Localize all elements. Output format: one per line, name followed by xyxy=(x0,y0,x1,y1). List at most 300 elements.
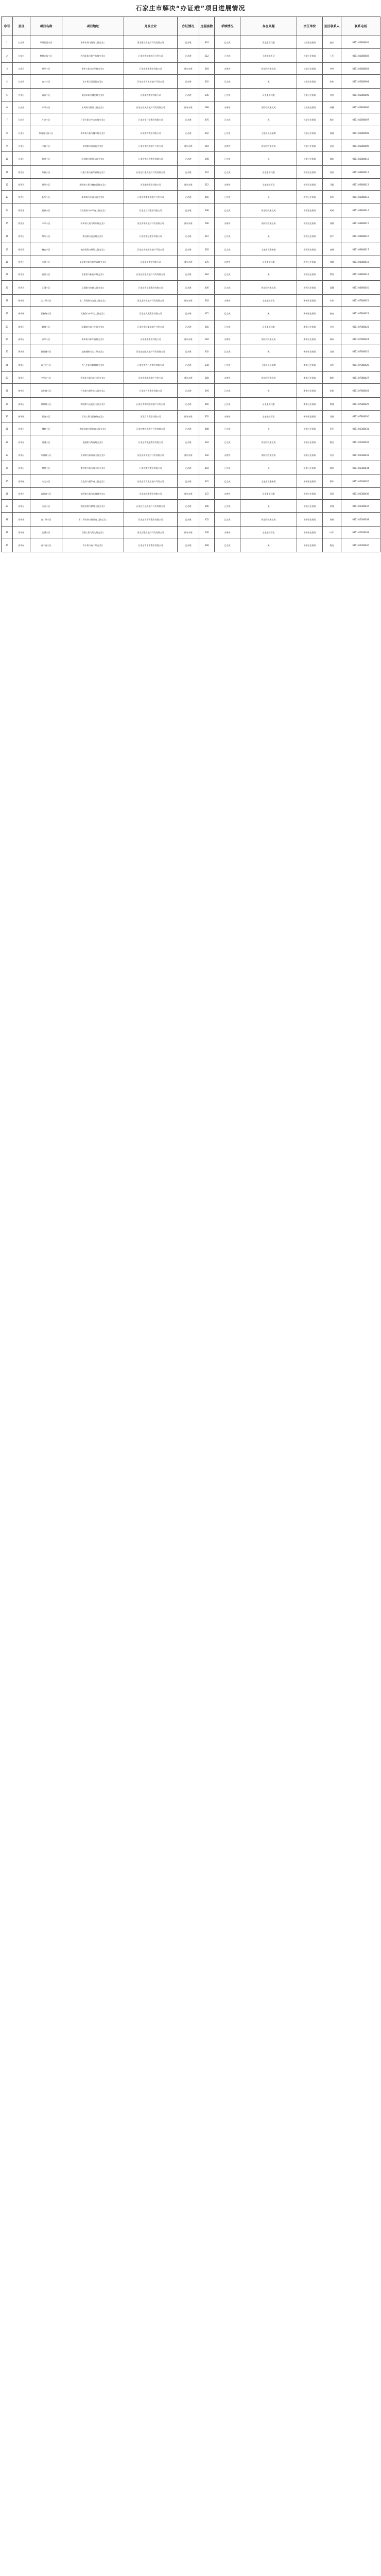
table-cell: 石家庄翟营置业有限公司 xyxy=(124,461,178,475)
table-cell: 0311-87808024 xyxy=(341,333,380,345)
table-cell: 裕华区 xyxy=(13,435,30,449)
table-cell: 0311-85808006 xyxy=(341,101,380,113)
table-cell: 石家庄民族置业有限公司 xyxy=(124,307,178,320)
table-cell: 石家庄石获置业有限公司 xyxy=(124,204,178,217)
table-cell: 办理中 xyxy=(215,63,240,75)
table-cell: 无 xyxy=(240,268,297,281)
table-cell: 新华区 xyxy=(13,384,30,398)
table-row xyxy=(2,500,380,513)
table-cell: 裕华区 xyxy=(13,538,30,552)
table-cell: 桥西区 xyxy=(13,281,30,295)
table-cell: 11 xyxy=(2,166,13,179)
table-cell: 泰华街与和平西路交叉口 xyxy=(62,333,124,345)
table-cell: 394 xyxy=(199,384,215,398)
table-cell: 石家庄赵陵房地产开发有限公司 xyxy=(124,345,178,358)
table-cell: 已完成 xyxy=(215,422,240,435)
table-cell: 红旗小区 xyxy=(30,166,62,179)
table-cell: 已办理 xyxy=(178,461,199,475)
table-cell: 长安区 xyxy=(13,140,30,152)
table-cell: 孙涛 xyxy=(323,166,341,179)
table-cell: 裕华区 xyxy=(13,461,30,475)
table-cell: 19 xyxy=(2,268,13,281)
table-cell: 育才街与南二环交叉口 xyxy=(62,538,124,552)
table-cell: 方北小区 xyxy=(30,475,62,488)
table-cell: 南二环东路与建设南大街交叉口 xyxy=(62,513,124,527)
table-cell: 新华区 xyxy=(13,411,30,422)
table-cell: 0311-86808016 xyxy=(341,229,380,243)
table-cell: 已完成 xyxy=(215,435,240,449)
table-cell: 36 xyxy=(2,488,13,500)
table-cell: 部分办理 xyxy=(178,101,199,113)
table-cell: 无 xyxy=(240,229,297,243)
table-cell: 部分办理 xyxy=(178,411,199,422)
table-cell: 0311-85808008 xyxy=(341,126,380,140)
table-cell: 冯刚 xyxy=(323,345,341,358)
table-cell: 桥西区住建局 xyxy=(297,268,323,281)
table-cell: 已完成 xyxy=(215,538,240,552)
table-cell: 308 xyxy=(199,527,215,538)
table-cell: 544 xyxy=(199,166,215,179)
table-cell: 384 xyxy=(199,268,215,281)
table-cell: 418 xyxy=(199,461,215,475)
table-cell: 广安大街与中山东路交叉口 xyxy=(62,113,124,126)
table-cell: 董亮 xyxy=(323,435,341,449)
table-cell: 裕华区 xyxy=(13,500,30,513)
table-cell: 部分办理 xyxy=(178,217,199,229)
table-cell: 已办理 xyxy=(178,89,199,101)
table-cell: 河北友谊置业有限公司 xyxy=(124,256,178,268)
table-cell: 红旗大街与裕华西路交叉口 xyxy=(62,166,124,179)
project-table xyxy=(1,16,380,552)
table-cell: 已办理 xyxy=(178,49,199,63)
table-cell: 9 xyxy=(2,140,13,152)
table-cell: 建通街与塔南路交叉口 xyxy=(62,435,124,449)
table-cell: 河北东岗房地产开发有限公司 xyxy=(124,449,178,461)
table-cell: 已办理 xyxy=(178,204,199,217)
table-cell: 0311-85808001 xyxy=(341,36,380,49)
table-cell: 已办理 xyxy=(178,75,199,89)
table-cell: 0311-85308038 xyxy=(341,513,380,527)
table-cell: 0311-86808013 xyxy=(341,191,380,204)
table-cell: 富强大街与塔北路交叉口 xyxy=(62,527,124,538)
table-cell: 李明 xyxy=(323,63,341,75)
table-cell: 办理中 xyxy=(215,449,240,461)
table-cell: 0311-85808004 xyxy=(341,75,380,89)
table-cell: 476 xyxy=(199,113,215,126)
table-cell: 无 xyxy=(240,75,297,89)
header-cell: 县区联系人 xyxy=(323,17,341,36)
table-cell: 已完成 xyxy=(215,307,240,320)
table-cell: 15 xyxy=(2,217,13,229)
table-cell: 陈静 xyxy=(323,101,341,113)
table-cell: 新华路与友谊大街交叉口 xyxy=(62,191,124,204)
table-cell: 长安区住建局 xyxy=(297,152,323,166)
table-cell: 0311-85308036 xyxy=(341,488,380,500)
table-cell: 已完成 xyxy=(215,191,240,204)
table-cell: 办理中 xyxy=(215,372,240,384)
table-cell: 桥西区住建局 xyxy=(297,166,323,179)
table-cell: 无 xyxy=(240,345,297,358)
table-cell: 历史遗留问题 xyxy=(240,320,297,333)
table-cell: 裕华区住建局 xyxy=(297,461,323,475)
table-cell: 20 xyxy=(2,281,13,295)
table-cell: 育才小区 xyxy=(30,75,62,89)
table-cell: 3 xyxy=(2,63,13,75)
table-cell: 0311-87808028 xyxy=(341,384,380,398)
table-cell: 14 xyxy=(2,204,13,217)
table-cell: 河北中华北房地产开发公司 xyxy=(124,372,178,384)
table-cell: 办理中 xyxy=(215,179,240,191)
table-cell: 0311-85808010 xyxy=(341,152,380,166)
table-row xyxy=(2,217,380,229)
table-cell: 已完成 xyxy=(215,126,240,140)
table-cell: 裕华区住建局 xyxy=(297,435,323,449)
table-cell: 郭敏 xyxy=(323,217,341,229)
table-cell: 已完成 xyxy=(215,345,240,358)
table-cell: 296 xyxy=(199,217,215,229)
table-cell: 石家庄市南环置业有限公司 xyxy=(124,513,178,527)
table-cell: 0311-87808021 xyxy=(341,295,380,307)
table-cell: 长安区住建局 xyxy=(297,63,323,75)
table-cell: 38 xyxy=(2,513,13,527)
table-cell: 河北石岗置业有限公司 xyxy=(124,411,178,422)
table-cell: 已办理 xyxy=(178,268,199,281)
table-cell: 万达小区 xyxy=(30,500,62,513)
table-cell: 268 xyxy=(199,372,215,384)
table-cell: 部分办理 xyxy=(178,256,199,268)
header-cell: 县区 xyxy=(13,17,30,36)
table-cell: 桥西区住建局 xyxy=(297,281,323,295)
table-cell: 南二环小区 xyxy=(30,513,62,527)
table-row xyxy=(2,475,380,488)
header-cell: 项目名称 xyxy=(30,17,62,36)
table-cell: 无 xyxy=(240,500,297,513)
table-row xyxy=(2,126,380,140)
table-cell: 16 xyxy=(2,229,13,243)
table-cell: 部分办理 xyxy=(178,63,199,75)
table-cell: 292 xyxy=(199,449,215,461)
table-cell: 石家庄市建通置业有限公司 xyxy=(124,435,178,449)
table-cell: 25 xyxy=(2,345,13,358)
table-cell: 裕华区住建局 xyxy=(297,475,323,488)
header-cell: 房屋套数 xyxy=(199,17,215,36)
table-cell: 槐安小区 xyxy=(30,243,62,256)
table-cell: 刘洋 xyxy=(323,89,341,101)
table-cell: 已办理 xyxy=(178,384,199,398)
table-cell: 裕华区住建局 xyxy=(297,500,323,513)
table-cell: 已办理 xyxy=(178,229,199,243)
table-cell: 石家庄红旗房地产开发有限公司 xyxy=(124,166,178,179)
table-cell: 336 xyxy=(199,89,215,101)
table-cell: 0311-87808026 xyxy=(341,358,380,372)
table-cell: 新华区 xyxy=(13,295,30,307)
table-cell: 联盟路与西三庄街交叉口 xyxy=(62,320,124,333)
table-cell: 无 xyxy=(240,113,297,126)
table-cell: 石岗小区 xyxy=(30,411,62,422)
table-cell: 456 xyxy=(199,191,215,204)
table-cell: 0311-86808018 xyxy=(341,256,380,268)
table-cell: 槐底小区 xyxy=(30,422,62,435)
table-cell: 0311-85808002 xyxy=(341,49,380,63)
table-row xyxy=(2,229,380,243)
table-cell: 胜利北街与和平东路交叉口 xyxy=(62,49,124,63)
table-cell: 裕华区 xyxy=(13,488,30,500)
table-cell: 长安区 xyxy=(13,36,30,49)
table-cell: 22 xyxy=(2,307,13,320)
table-row xyxy=(2,513,380,527)
header-cell: 办证情况 xyxy=(178,17,199,36)
table-cell: 河北体育置业有限公司 xyxy=(124,126,178,140)
table-cell: 长安区 xyxy=(13,49,30,63)
table-row xyxy=(2,204,380,217)
table-row xyxy=(2,166,380,179)
table-cell: 谈固南小区 xyxy=(30,488,62,500)
table-cell: 桥西区 xyxy=(13,229,30,243)
table-row xyxy=(2,179,380,191)
table-cell: 裕华区住建局 xyxy=(297,513,323,527)
table-cell: 0311-85808005 xyxy=(341,89,380,101)
table-cell: 土地手续不全 xyxy=(240,295,297,307)
table-row xyxy=(2,152,380,166)
table-cell: 0311-87808029 xyxy=(341,398,380,411)
table-cell: 石家庄市广安置业有限公司 xyxy=(124,113,178,126)
table-cell: 长安区住建局 xyxy=(297,140,323,152)
table-cell: 东岗路小区 xyxy=(30,449,62,461)
table-cell: 23 xyxy=(2,320,13,333)
table-row xyxy=(2,411,380,422)
table-cell: 王军 xyxy=(323,49,341,63)
table-cell: 河北谈固置业有限公司 xyxy=(124,89,178,101)
table-cell: 裕华区 xyxy=(13,449,30,461)
table-cell: 已办理 xyxy=(178,243,199,256)
table-cell: 石家庄市跃进置业有限公司 xyxy=(124,152,178,166)
table-cell: 河北建设房地产开发有限公司 xyxy=(124,36,178,49)
table-cell: 7 xyxy=(2,113,13,126)
table-cell: 石家庄槐底房地产开发有限公司 xyxy=(124,422,178,435)
table-cell: 436 xyxy=(199,281,215,295)
table-cell: 中华南大街与塔坛路交叉口 xyxy=(62,217,124,229)
table-cell: 蔡丽 xyxy=(323,488,341,500)
table-cell: 部分办理 xyxy=(178,372,199,384)
table-cell: 已办理 xyxy=(178,307,199,320)
table-cell: 杨光 xyxy=(323,113,341,126)
table-cell: 已完成 xyxy=(215,461,240,475)
table-cell: 石家庄市槐安房地产开发公司 xyxy=(124,243,178,256)
table-cell: 已办理 xyxy=(178,113,199,126)
table-cell: 富强小区 xyxy=(30,527,62,538)
table-row xyxy=(2,372,380,384)
table-cell: 裕华区 xyxy=(13,527,30,538)
table-cell: 468 xyxy=(199,538,215,552)
table-cell: 历史遗留问题 xyxy=(240,398,297,411)
table-cell: 39 xyxy=(2,527,13,538)
table-cell: 槐安东路与翟营大街交叉口 xyxy=(62,500,124,513)
table-cell: 桥西区 xyxy=(13,204,30,217)
table-row xyxy=(2,538,380,552)
table-cell: 0311-86808014 xyxy=(341,204,380,217)
table-cell: 新华小区 xyxy=(30,191,62,204)
table-cell: 桥西区住建局 xyxy=(297,256,323,268)
table-cell: 已办理 xyxy=(178,345,199,358)
table-cell: 已完成 xyxy=(215,229,240,243)
table-cell: 已完成 xyxy=(215,152,240,166)
table-cell: 罗刚 xyxy=(323,268,341,281)
table-row xyxy=(2,435,380,449)
table-cell: 0311-85308037 xyxy=(341,500,380,513)
table-cell: 桥西区 xyxy=(13,243,30,256)
table-cell: 育才街与青园街交叉口 xyxy=(62,75,124,89)
table-cell: 0311-85308040 xyxy=(341,538,380,552)
table-cell: 已办理 xyxy=(178,422,199,435)
table-row xyxy=(2,101,380,113)
table-cell: 余强 xyxy=(323,500,341,513)
table-cell: 中华小区 xyxy=(30,217,62,229)
table-cell: 264 xyxy=(199,140,215,152)
table-cell: 维明南大街与槐安西路交叉口 xyxy=(62,179,124,191)
header-cell: 开发企业 xyxy=(124,17,178,36)
table-row xyxy=(2,295,380,307)
table-cell: 汇通路与红旗大街交叉口 xyxy=(62,281,124,295)
table-cell: 396 xyxy=(199,500,215,513)
table-cell: 已完成 xyxy=(215,500,240,513)
table-cell: 石家庄市联盟房地产开发公司 xyxy=(124,320,178,333)
table-cell: 24 xyxy=(2,333,13,345)
table-cell: 新华区住建局 xyxy=(297,358,323,372)
table-cell: 342 xyxy=(199,475,215,488)
table-cell: 桥西区 xyxy=(13,268,30,281)
table-cell: 丰收小区 xyxy=(30,140,62,152)
table-cell: 塔坛小区 xyxy=(30,229,62,243)
table-cell: 已办理 xyxy=(178,538,199,552)
table-cell: 钢铁路小区 xyxy=(30,398,62,411)
table-cell: 无 xyxy=(240,191,297,204)
table-cell: 合作路与建华北大街交叉口 xyxy=(62,384,124,398)
table-cell: 袁芳 xyxy=(323,449,341,461)
table-cell: 284 xyxy=(199,333,215,345)
table-cell: 槐安西路与维明大街交叉口 xyxy=(62,243,124,256)
table-cell: 石家庄建华置业有限公司 xyxy=(124,63,178,75)
table-cell: 部分办理 xyxy=(178,488,199,500)
table-cell: 28 xyxy=(2,384,13,398)
table-cell: 钢铁路与友谊北大街交叉口 xyxy=(62,398,124,411)
table-cell: 塔坛路与仓安路交叉口 xyxy=(62,229,124,243)
header-cell: 项目地址 xyxy=(62,17,124,36)
table-cell: 已完成 xyxy=(215,384,240,398)
table-cell: 桥西区 xyxy=(13,191,30,204)
table-cell: 桥西区住建局 xyxy=(297,191,323,204)
table-cell: 已完成 xyxy=(215,113,240,126)
table-cell: 西三庄街与联盟路交叉口 xyxy=(62,358,124,372)
table-cell: 21 xyxy=(2,295,13,307)
table-cell: 裕华区 xyxy=(13,513,30,527)
table-cell: 0311-85308034 xyxy=(341,461,380,475)
table-cell: 体育南大街与槐中路交叉口 xyxy=(62,126,124,140)
table-cell: 桥西区住建局 xyxy=(297,204,323,217)
table-row xyxy=(2,113,380,126)
table-cell: 办理中 xyxy=(215,488,240,500)
table-cell: 马超 xyxy=(323,179,341,191)
table-cell: 北二环小区 xyxy=(30,295,62,307)
table-row xyxy=(2,358,380,372)
table-cell: 616 xyxy=(199,36,215,49)
table-row xyxy=(2,75,380,89)
table-cell: 新华区 xyxy=(13,345,30,358)
table-cell: 石家庄西里房地产开发有限公司 xyxy=(124,268,178,281)
table-cell: 长安区 xyxy=(13,75,30,89)
table-cell: 桥西区住建局 xyxy=(297,243,323,256)
table-cell: 已办理 xyxy=(178,126,199,140)
table-row xyxy=(2,527,380,538)
table-cell: 31 xyxy=(2,422,13,435)
table-cell: 4 xyxy=(2,75,13,89)
table-cell: 石家庄市方北房地产开发公司 xyxy=(124,475,178,488)
table-cell: 32 xyxy=(2,435,13,449)
table-cell: 0311-87808022 xyxy=(341,307,380,320)
table-cell: 历史遗留问题 xyxy=(240,89,297,101)
table-cell: 5 xyxy=(2,89,13,101)
table-cell: 已完成 xyxy=(215,398,240,411)
table-cell: 翠屏花园小区 xyxy=(30,36,62,49)
table-cell: 消防验收未完成 xyxy=(240,217,297,229)
table-cell: 已完成 xyxy=(215,268,240,281)
table-cell: 唐亮 xyxy=(323,307,341,320)
table-cell: 新华区住建局 xyxy=(297,333,323,345)
table-cell: 0311-87808023 xyxy=(341,320,380,333)
table-row xyxy=(2,191,380,204)
table-cell: 无 xyxy=(240,384,297,398)
table-cell: 新华区住建局 xyxy=(297,398,323,411)
table-cell: 桥西区住建局 xyxy=(297,217,323,229)
table-row xyxy=(2,307,380,320)
table-cell: 桥西区住建局 xyxy=(297,229,323,243)
table-cell: 石家庄万达房地产开发有限公司 xyxy=(124,500,178,513)
table-cell: 部分办理 xyxy=(178,333,199,345)
table-cell: 17 xyxy=(2,243,13,256)
table-cell: 历史遗留问题 xyxy=(240,256,297,268)
table-cell: 广安小区 xyxy=(30,113,62,126)
table-cell: 中华北大街与北二环交叉口 xyxy=(62,372,124,384)
table-cell: 翟营小区 xyxy=(30,461,62,475)
table-cell: 长安区 xyxy=(13,152,30,166)
table-cell: 规划验收未完成 xyxy=(240,372,297,384)
table-cell: 维明小区 xyxy=(30,179,62,191)
table-cell: 石获南路与中华南大街交叉口 xyxy=(62,204,124,217)
table-cell: 泰华小区 xyxy=(30,333,62,345)
table-cell: 裕华区住建局 xyxy=(297,449,323,461)
table-cell: 河北北环房地产开发有限公司 xyxy=(124,295,178,307)
table-cell: 已完成 xyxy=(215,281,240,295)
table-cell: 东岗路与体育南大街交叉口 xyxy=(62,449,124,461)
table-cell: 规划验收未完成 xyxy=(240,281,297,295)
table-cell: 河北谈固南置业有限公司 xyxy=(124,488,178,500)
table-cell: 办理中 xyxy=(215,295,240,307)
table-cell: 已办理 xyxy=(178,513,199,527)
table-cell: 2 xyxy=(2,49,13,63)
table-cell: 土地手续不全 xyxy=(240,411,297,422)
table-cell: 无 xyxy=(240,538,297,552)
table-cell: 长安区 xyxy=(13,113,30,126)
table-cell: 程亮 xyxy=(323,538,341,552)
table-cell: 规划验收未完成 xyxy=(240,435,297,449)
table-cell: 新华区住建局 xyxy=(297,384,323,398)
table-cell: 已办理 xyxy=(178,152,199,166)
table-row xyxy=(2,36,380,49)
table-cell: 已完成 xyxy=(215,243,240,256)
table-cell: 18 xyxy=(2,256,13,268)
table-cell: 石家庄市钢铁路房地产开发公司 xyxy=(124,398,178,411)
table-cell: 郑凯 xyxy=(323,152,341,166)
table-cell: 288 xyxy=(199,101,215,113)
